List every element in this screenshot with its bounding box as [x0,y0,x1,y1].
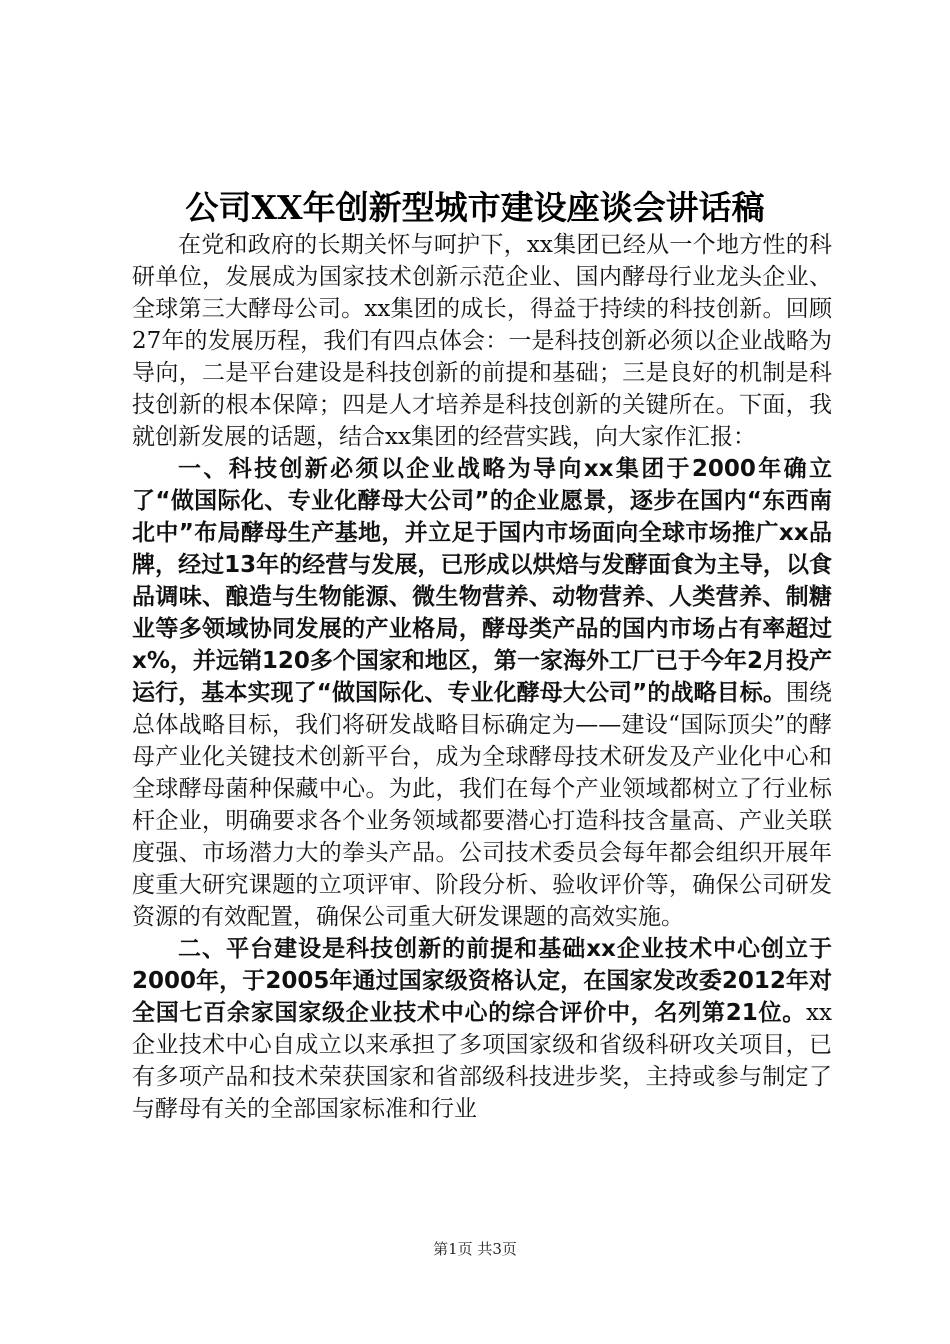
section-2-paragraph [132,933,832,1125]
page-footer: 第1页 共3页 [433,1240,517,1258]
section-2-bold-text: xx企业技术中心创立于2000年，于2005年通过国家级资格认定，在国家发改委2012年对全国七百余家国家级企业技术中心的综合评价中，名列第21位。 [132,936,833,1026]
section-1-text: 围绕总体战略目标，我们将研发战略目标确定为——建设“国际顶尖”的酵母产业化关键技术创新平台，成为全球酵母技术研发及产业化中心和全球酵母菌种保藏中心。为此，我们在每个产业领域都树立了行业标杆企业，明确要求各个业务领域都要潜心打造科技含量高、产业关联度强、市场潜力大的拳头产品。公司技术委员会每年都会组织开展年度重大研究课题的立项评审、阶段分析、验收评价等，确保公司研发资源的有效配置，确保公司重大研发课题的高效实施。 [132,680,832,930]
section-1-paragraph [132,453,832,933]
section-2-heading: 二、平台建设是科技创新的前提和基础 [178,936,587,962]
section-1-bold-text: xx集团于2000年确立了“做国际化、专业化酵母大公司”的企业愿景，逐步在国内“东西南北中”布局酵母生产基地，并立足于国内市场面向全球市场推广xx品牌，经过13年的经营与发展，已形成以烘焙与发酵面食为主导，以食品调味、酿造与生物能源、微生物营养、动物营养、人类营养、制糖业等多领域协同发展的产业格局，酵母类产品的国内市场占有率超过x%，并远销120多个国家和地区，第一家海外工厂已于今年2月投产运行，基本实现了“做国际化、专业化酵母大公司”的战略目标。 [132,456,833,706]
document-body [132,229,832,1125]
section-1-heading: 一、科技创新必须以企业战略为导向 [178,456,584,482]
intro-paragraph: 在党和政府的长期关怀与呵护下，xx集团已经从一个地方性的科研单位，发展成为国家技术创新示范企业、国内酵母行业龙头企业、全球第三大酵母公司。xx集团的成长，得益于持续的科技创新。回顾27年的发展历程，我们有四点体会：一是科技创新必须以企业战略为导向，二是平台建设是科技创新的前提和基础；三是良好的机制是科技创新的根本保障；四是人才培养是科技创新的关键所在。下面，我就创新发展的话题，结合xx集团的经营实践，向大家作汇报： [132,232,832,450]
section-2-text: xx企业技术中心自成立以来承担了多项国家级和省级科研攻关项目，已有多项产品和技术荣获国家和省部级科技进步奖，主持或参与制定了与酵母有关的全部国家标准和行业 [132,1000,832,1122]
document-title: 公司XX年创新型城市建设座谈会讲话稿 [185,188,765,227]
